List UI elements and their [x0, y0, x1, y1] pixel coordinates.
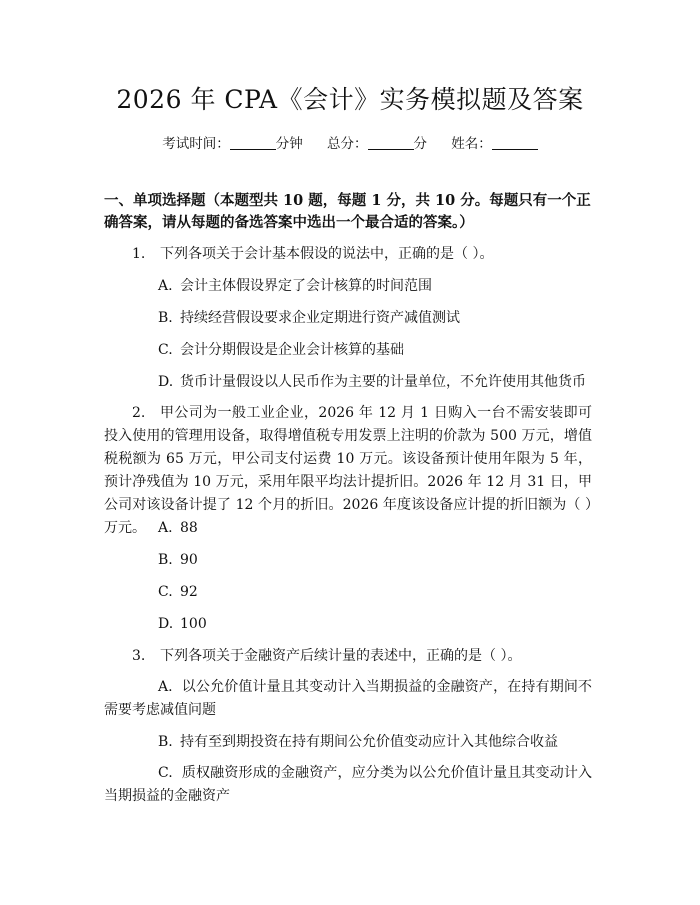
- name-label: 姓名：: [451, 136, 492, 152]
- option-label: C.: [158, 584, 173, 600]
- question-3-option-a: [104, 676, 592, 722]
- option-label: A.: [158, 679, 173, 695]
- option-label: D.: [158, 616, 174, 632]
- question-2-option-d: [158, 613, 207, 635]
- option-text: 100: [180, 616, 207, 632]
- option-label: A.: [158, 520, 173, 536]
- option-label: B.: [158, 552, 173, 568]
- option-label: C.: [158, 765, 173, 781]
- question-3-option-c: [104, 762, 592, 808]
- exam-meta: [0, 132, 700, 152]
- question-text: 下列各项关于会计基本假设的说法中，正确的是（ ）。: [160, 246, 494, 262]
- name-blank: [492, 135, 538, 150]
- question-2-option-b: [158, 549, 198, 571]
- question-3-option-b: [158, 731, 558, 753]
- question-1-option-d: [158, 371, 586, 393]
- option-text: 88: [180, 520, 198, 536]
- question-number: 1.: [132, 246, 146, 262]
- score-field: [327, 136, 427, 152]
- question-text: 下列各项关于金融资产后续计量的表述中，正确的是（ ）。: [160, 648, 522, 664]
- question-2-option-a: [158, 517, 198, 539]
- time-blank: [230, 135, 276, 150]
- option-text: 以公允价值计量且其变动计入当期损益的金融资产，在持有期间不需要考虑减值问题: [104, 679, 592, 718]
- option-text: 持续经营假设要求企业定期进行资产减值测试: [180, 310, 460, 326]
- option-text: 质权融资形成的金融资产，应分类为以公允价值计量且其变动计入当期损益的金融资产: [104, 765, 593, 804]
- option-text: 会计分期假设是企业会计核算的基础: [180, 342, 404, 358]
- option-label: C.: [158, 342, 173, 358]
- option-text: 货币计量假设以人民币作为主要的计量单位，不允许使用其他货币: [180, 374, 586, 390]
- question-1-option-b: [158, 307, 460, 329]
- option-text: 90: [180, 552, 198, 568]
- option-label: D.: [158, 374, 174, 390]
- question-number: 3.: [132, 648, 146, 664]
- question-1-option-c: [158, 339, 404, 361]
- score-unit: 分: [413, 136, 427, 152]
- question-number: 2.: [132, 405, 146, 421]
- score-label: 总分：: [327, 136, 368, 152]
- option-label: A.: [158, 278, 173, 294]
- time-unit: 分钟: [275, 136, 303, 152]
- time-field: [162, 136, 303, 152]
- option-text: 持有至到期投资在持有期间公允价值变动应计入其他综合收益: [180, 734, 558, 750]
- option-text: 92: [180, 584, 198, 600]
- question-2-option-c: [158, 581, 198, 603]
- question-1-option-a: [158, 275, 432, 297]
- score-blank: [368, 135, 414, 150]
- option-text: 会计主体假设界定了会计核算的时间范围: [180, 278, 432, 294]
- question-3-stem: [132, 645, 521, 667]
- name-field: [451, 136, 538, 152]
- option-label: B.: [158, 310, 173, 326]
- option-label: B.: [158, 734, 173, 750]
- time-label: 考试时间：: [162, 136, 230, 152]
- question-text: 甲公司为一般工业企业，2026 年 12 月 1 日购入一台不需安装即可投入使用的管理用设备，取得增值税专用发票上注明的价款为 500 万元，增值税税额为 65 万元，甲公司支付运费 10 万元。该设备预计使用年限为 5 年，预计净残值为 10 万元，采用年限平均法计提折旧。2026 年 12 月 31 日，甲公司对该设备计提了 12 个月的折旧。2026 年度该设备应计提的折旧额为（ ）万元。: [104, 405, 592, 536]
- question-1-stem: [132, 243, 493, 265]
- page-title: 2026 年 CPA《会计》实务模拟题及答案: [116, 85, 584, 114]
- section-heading: 一、单项选择题（本题型共 10 题，每题 1 分，共 10 分。每题只有一个正确答案，请从每题的备选答案中选出一个最合适的答案。）: [104, 192, 591, 231]
